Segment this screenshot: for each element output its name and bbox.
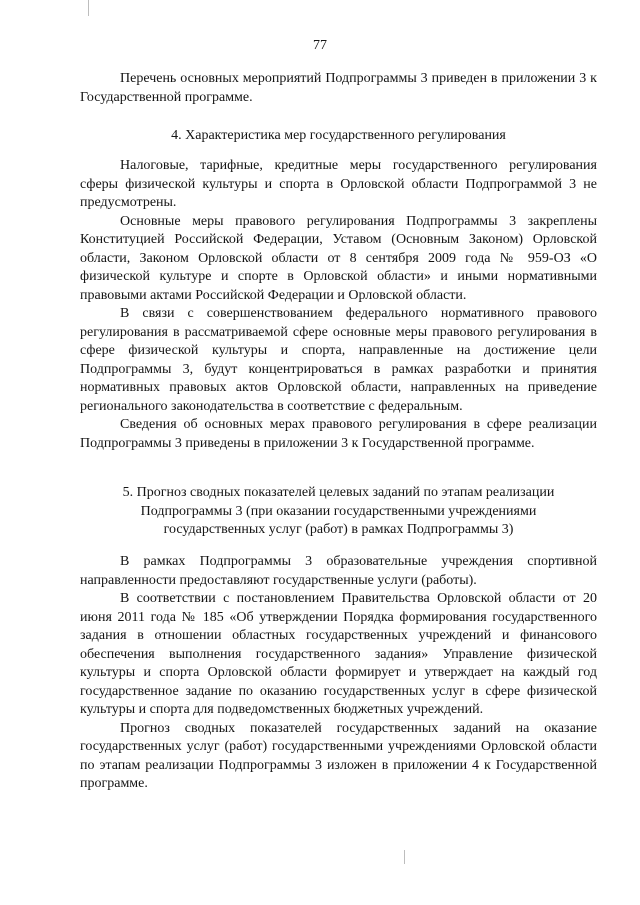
section-5-heading (80, 484, 597, 540)
section-4-paragraph: В связи с совершенствованием федерального нормативного правового регулирования в рассматриваемой сфере основные меры правового регулирования в сфере физической культуры и спорта, направленные на достижение цели Подпрограммы 3, будут концентрироваться в рамках разработки и принятия нормативных правовых актов Орловской области, направленных на приведение регионального законодательства в соответствие с федеральным. (80, 306, 597, 414)
intro-block (80, 70, 597, 107)
scan-mark (404, 850, 405, 864)
section-4-paragraph: Сведения об основных мерах правового регулирования в сфере реализации Подпрограммы 3 приведены в приложении 3 к Государственной программе. (80, 417, 597, 451)
section-4-body (80, 157, 597, 453)
section-5-body (80, 553, 597, 794)
section-5-heading-line: Подпрограммы 3 (при оказании государственными учреждениями (140, 503, 537, 519)
section-5-paragraph: Прогноз сводных показателей государственных заданий на оказание государственных услуг (работ) государственными учреждениями Орловской области по этапам реализации Подпрограммы 3 изложен в приложении 4 к Государственной программе. (80, 720, 597, 791)
intro-paragraph: Перечень основных мероприятий Подпрограммы 3 приведен в приложении 3 к Государственной программе. (80, 71, 597, 105)
section-5-paragraph: В соответствии с постановлением Правительства Орловской области от 20 июня 2011 года № 185 «Об утверждении Порядка формирования государственного задания в отношении областных государственных учреждений и финансового обеспечения выполнения государственного задания» Управление физической культуры и спорта Орловской области формирует и утверждает на каждый год государственное задание по оказанию государственных услуг в сфере физической культуры и спорта для подведомственных бюджетных учреждений. (80, 591, 597, 717)
section-5-heading-line: государственных услуг (работ) в рамках Подпрограммы 3) (163, 522, 514, 537)
scan-mark (88, 0, 89, 16)
section-4-paragraph: Основные меры правового регулирования Подпрограммы 3 закреплены Конституцией Российской Федерации, Уставом (Основным Законом) Орловской области, Законом Орловской области от 8 сентября 2009 года № 959-ОЗ «О физической культуре и спорте в Орловской области» и иными нормативными правовыми актами Российской Федерации и Орловской области. (80, 213, 597, 303)
page-number: 77 (313, 38, 327, 53)
section-5-paragraph: В рамках Подпрограммы 3 образовательные учреждения спортивной направленности предоставляют государственные услуги (работы). (80, 554, 597, 588)
section-4-paragraph: Налоговые, тарифные, кредитные меры государственного регулирования сферы физической культуры и спорта в Орловской области Подпрограммой 3 не предусмотрены. (80, 158, 597, 210)
section-5-heading-line: 5. Прогноз сводных показателей целевых заданий по этапам реализации (122, 485, 555, 500)
section-4-heading: 4. Характеристика мер государственного регулирования (171, 128, 506, 143)
